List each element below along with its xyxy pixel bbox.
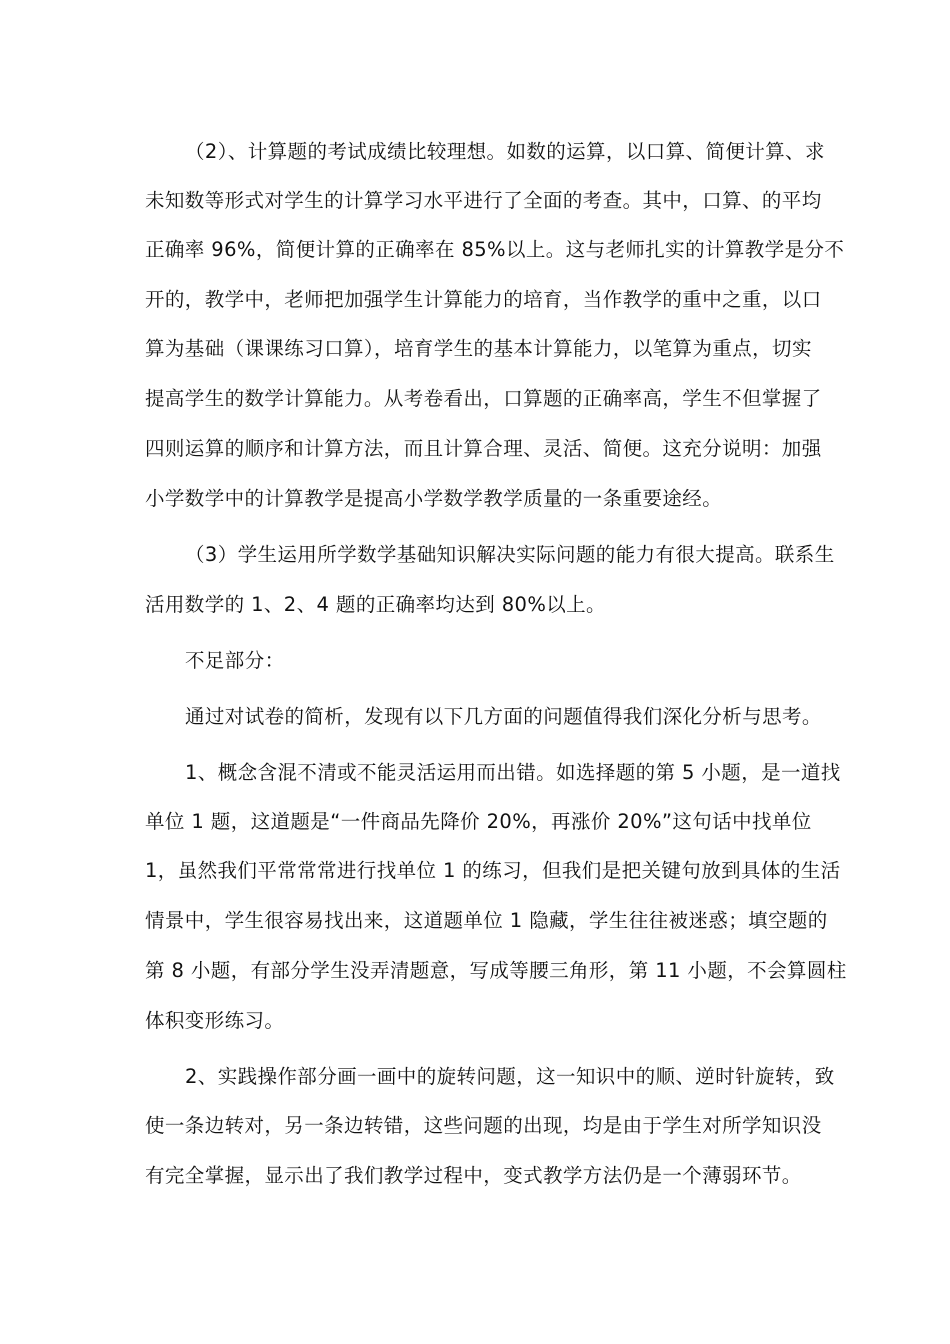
paragraph-3-line-2: 活用数学的 1、2、4 题的正确率均达到 80%以上。 bbox=[145, 593, 606, 616]
paragraph-2-line-4: 开的，教学中，老师把加强学生计算能力的培育，当作教学的重中之重，以口 bbox=[145, 288, 822, 311]
paragraph-2-line-5: 算为基础（课课练习口算），培育学生的基本计算能力，以笔算为重点，切实 bbox=[145, 337, 812, 360]
item-2-line-3: 有完全掌握，显示出了我们教学过程中，变式教学方法仍是一个薄弱环节。 bbox=[145, 1164, 802, 1187]
item-1-line-2: 单位 1 题，这道题是“一件商品先降价 20%，再涨价 20%”这句话中找单位 bbox=[145, 810, 812, 833]
item-2-line-1: 2、实践操作部分画一画中的旋转问题，这一知识中的顺、逆时针旋转，致 bbox=[185, 1065, 835, 1088]
item-1-line-5: 第 8 小题，有部分学生没弄清题意，写成等腰三角形，第 11 小题，不会算圆柱 bbox=[145, 959, 847, 982]
paragraph-2-line-6: 提高学生的数学计算能力。从考卷看出，口算题的正确率高，学生不但掌握了 bbox=[145, 387, 822, 410]
item-1-line-3: 1，虽然我们平常常常进行找单位 1 的练习，但我们是把关键句放到具体的生活 bbox=[145, 859, 841, 882]
paragraph-3-line-1: （3）学生运用所学数学基础知识解决实际问题的能力有很大提高。联系生 bbox=[185, 543, 835, 566]
item-1-line-1: 1、概念含混不清或不能灵活运用而出错。如选择题的第 5 小题，是一道找 bbox=[185, 761, 841, 784]
section-heading-deficiency: 不足部分： bbox=[185, 649, 285, 672]
item-1-line-4: 情景中，学生很容易找出来，这道题单位 1 隐藏，学生往往被迷惑；填空题的 bbox=[145, 909, 828, 932]
paragraph-2-line-8: 小学数学中的计算教学是提高小学数学教学质量的一条重要途经。 bbox=[145, 487, 723, 510]
item-2-line-2: 使一条边转对，另一条边转错，这些问题的出现，均是由于学生对所学知识没 bbox=[145, 1114, 822, 1137]
item-1-line-6: 体积变形练习。 bbox=[145, 1009, 285, 1032]
paragraph-2-line-7: 四则运算的顺序和计算方法，而且计算合理、灵活、简便。这充分说明：加强 bbox=[145, 437, 822, 460]
paragraph-2-line-2: 未知数等形式对学生的计算学习水平进行了全面的考查。其中，口算、的平均 bbox=[145, 189, 822, 212]
paragraph-2-line-1: （2）、计算题的考试成绩比较理想。如数的运算，以口算、简便计算、求 bbox=[185, 140, 825, 163]
paragraph-2-line-3: 正确率 96%，简便计算的正确率在 85%以上。这与老师扎实的计算教学是分不 bbox=[145, 238, 845, 261]
intro-paragraph: 通过对试卷的简析，发现有以下几方面的问题值得我们深化分析与思考。 bbox=[185, 705, 822, 728]
